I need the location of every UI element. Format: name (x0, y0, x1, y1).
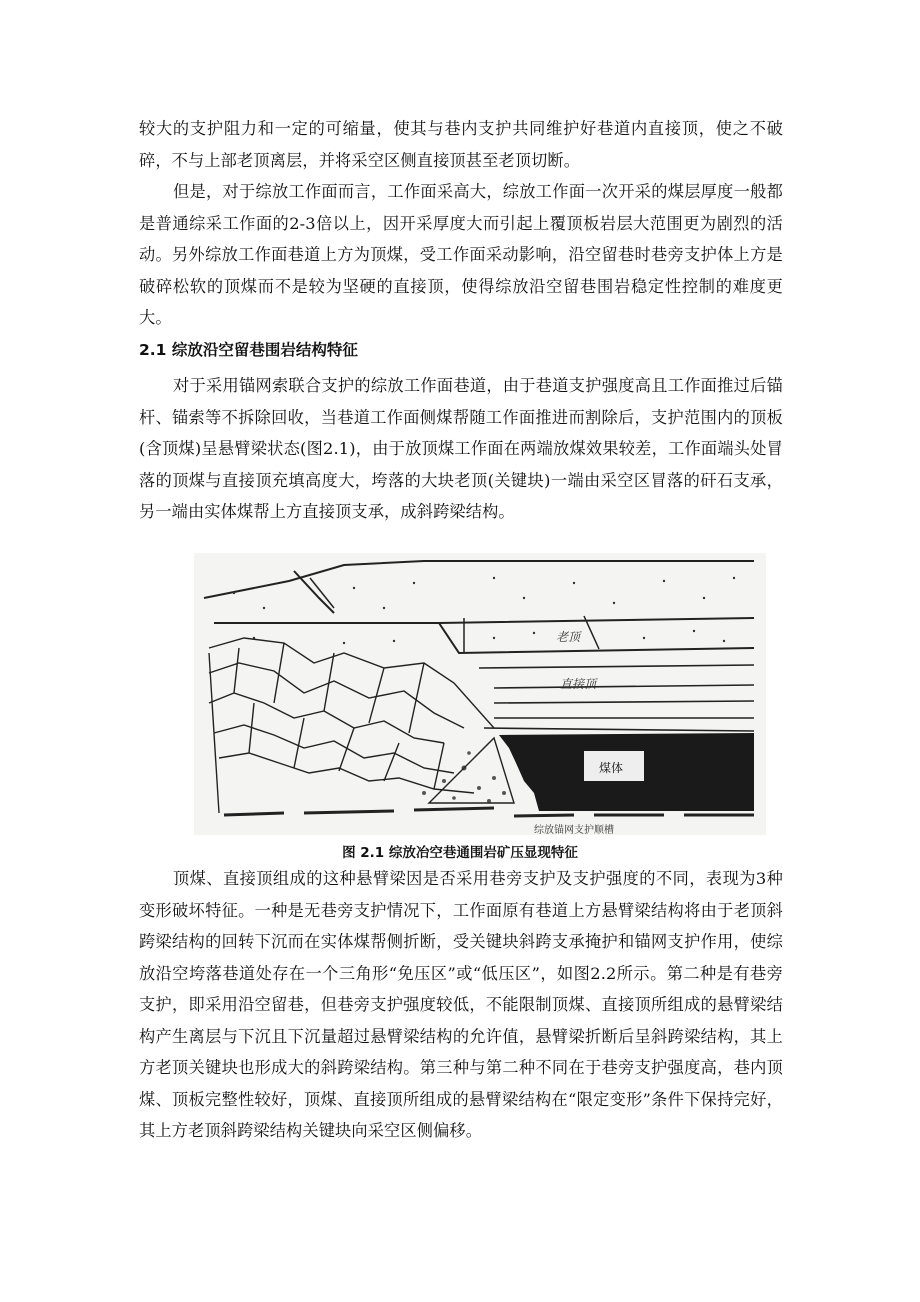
label-roadway: 综放锚网支护顺槽 (534, 825, 614, 835)
section-heading: 2.1 综放沿空留巷围岩结构特征 (139, 341, 358, 359)
paragraph-1: 较大的支护阻力和一定的可缩量，使其与巷内支护共同维护好巷道内直接顶，使之不破碎，不与上部老顶离层，并将采空区侧直接顶甚至老顶切断。 (139, 119, 783, 170)
strata-diagram (194, 553, 766, 835)
figure-2-1 (194, 553, 766, 835)
label-coal-body: 煤体 (599, 761, 624, 775)
paragraph-3: 对于采用锚网索联合支护的综放工作面巷道，由于巷道支护强度高且工作面推过后锚杆、锚索等不拆除回收，当巷道工作面侧煤帮随工作面推进而割除后，支护范围内的顶板(含顶煤)呈悬臂梁状态(图2.1)，由于放顶煤工作面在两端放煤效果较差，工作面端头处冒落的顶煤与直接顶充填高度大，垮落的大块老顶(关键块)一端由采空区冒落的矸石支承，另一端由实体煤帮上方直接顶支承，成斜跨梁结构。 (139, 376, 783, 521)
paragraph-4: 顶煤、直接顶组成的这种悬臂梁因是否采用巷旁支护及支护强度的不同，表现为3种变形破坏特征。一种是无巷旁支护情况下，工作面原有巷道上方悬臂梁结构将由于老顶斜跨梁结构的回转下沉而在实体煤帮侧折断，受关键块斜跨支承掩护和锚网支护作用，使综放沿空垮落巷道处存在一个三角形“免压区”或“低压区”，如图2.2所示。第二种是有巷旁支护，即采用沿空留巷，但巷旁支护强度较低，不能限制顶煤、直接顶所组成的悬臂梁结构产生离层与下沉且下沉量超过悬臂梁结构的允许值，悬臂梁折断后呈斜跨梁结构，其上方老顶关键块也形成大的斜跨梁结构。第三种与第二种不同在于巷旁支护强度高，巷内顶煤、顶板完整性较好，顶煤、直接顶所组成的悬臂梁结构在“限定变形”条件下保持完好，其上方老顶斜跨梁结构关键块向采空区侧偏移。 (139, 869, 783, 1140)
label-immediate-roof: 直接顶 (560, 677, 597, 691)
label-old-roof: 老顶 (556, 630, 581, 644)
figure-caption: 图 2.1 综放冶空巷通围岩矿压显现特征 (342, 845, 578, 861)
paragraph-2: 但是，对于综放工作面而言，工作面采高大，综放工作面一次开采的煤层厚度一般都是普通综采工作面的2-3倍以上，因开采厚度大而引起上覆顶板岩层大范围更为剧烈的活动。另外综放工作面巷道上方为顶煤，受工作面采动影响，沿空留巷时巷旁支护体上方是破碎松软的顶煤而不是较为坚硬的直接顶，使得综放沿空留巷围岩稳定性控制的难度更大。 (139, 182, 783, 327)
